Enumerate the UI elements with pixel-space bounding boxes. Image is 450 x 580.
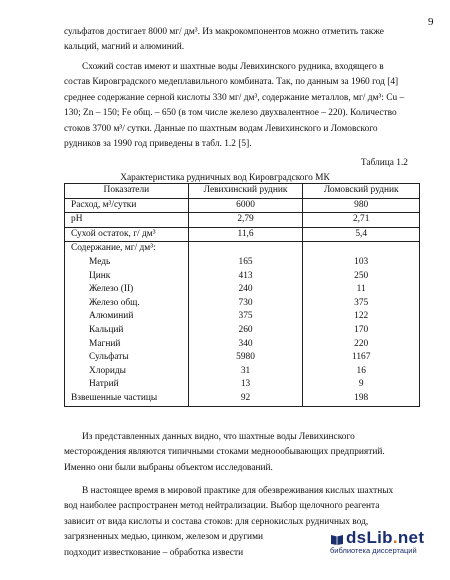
row-label: pH — [65, 213, 189, 228]
row-label: Алюминий — [65, 310, 189, 324]
row-label: Железо общ. — [65, 297, 189, 311]
row-label: Медь — [65, 256, 189, 270]
cell-value: 31 — [188, 365, 303, 379]
text-line: 130; Zn – 150; Fe общ. – 650 (в том числе железо двухвалентное – 220). Количество — [64, 108, 397, 119]
table-row — [65, 198, 420, 213]
row-label: Хлориды — [65, 365, 189, 379]
book-icon — [330, 533, 344, 545]
cell-value: 730 — [188, 297, 303, 311]
table-section-row — [65, 242, 420, 256]
watermark-logo — [330, 528, 445, 548]
table-label: Таблица 1.2 — [360, 158, 408, 168]
table-row — [65, 297, 420, 311]
text-line: подходит известкование – обработка извести — [64, 547, 244, 558]
text-line: состав Кировградского медеплавильного комбината. Так, по данным за 1960 год [4] — [64, 77, 399, 88]
cell-value: 413 — [188, 270, 303, 284]
table-row — [65, 213, 420, 228]
text-line: Именно они были выбраны объектом исследований. — [64, 462, 273, 473]
cell-value: 122 — [303, 310, 420, 324]
cell-value: 92 — [188, 392, 303, 406]
body-paragraph — [64, 60, 418, 152]
cell-value: 16 — [303, 365, 420, 379]
empty-cell — [303, 242, 420, 256]
logo-tld: net — [397, 528, 425, 547]
row-label: Сухой остаток, г/ дм³ — [65, 227, 189, 242]
text-line: вод наиболее распространен метод нейтрализации. Выбор щелочного реагента — [64, 501, 380, 512]
cell-value: 250 — [303, 270, 420, 284]
table-header-row — [65, 184, 420, 199]
table-row — [65, 283, 420, 297]
table-row — [65, 310, 420, 324]
text-line: рудников за 1990 год приведены в табл. 1.2 [5]. — [64, 139, 252, 150]
cell-value: 340 — [188, 338, 303, 352]
table-row — [65, 338, 420, 352]
text-line: среднее содержание серной кислоты 330 мг/ дм³, содержание металлов, мг/ дм³: Cu – — [64, 92, 405, 103]
row-label: Кальций — [65, 324, 189, 338]
cell-value: 980 — [303, 198, 420, 213]
cell-value: 2,79 — [188, 213, 303, 228]
cell-value: 11 — [303, 283, 420, 297]
text-line: сульфатов достигает 8000 мг/ дм³. Из макрокомпонентов можно отметить также — [64, 27, 384, 37]
text-line: месторождения являются типичными стоками медноообывающих предприятий. — [64, 447, 385, 458]
row-label: Расход, м³/сутки — [65, 198, 189, 213]
cell-value: 2,71 — [303, 213, 420, 228]
table-row — [65, 324, 420, 338]
cell-value: 11,6 — [188, 227, 303, 242]
cell-value: 240 — [188, 283, 303, 297]
column-header: Показатели — [65, 184, 189, 199]
text-line: зависит от вида кислоты и состава стоков: для сернокислых рудничных вод, — [64, 516, 369, 527]
cell-value: 5980 — [188, 351, 303, 365]
row-label: Магний — [65, 338, 189, 352]
table-row — [65, 270, 420, 284]
empty-cell — [188, 242, 303, 256]
cell-value: 170 — [303, 324, 420, 338]
row-label: Сульфаты — [65, 351, 189, 365]
cell-value: 198 — [303, 392, 420, 406]
table-row — [65, 378, 420, 392]
table-caption: Характеристика рудничных вод Кировградского МК — [120, 173, 330, 183]
cell-value: 103 — [303, 256, 420, 270]
row-label: Натрий — [65, 378, 189, 392]
section-header: Содержание, мг/ дм³: — [65, 242, 189, 256]
row-label: Цинк — [65, 270, 189, 284]
cell-value: 375 — [188, 310, 303, 324]
watermark-subtitle: библиотека диссертаций — [330, 546, 417, 555]
text-line: Из представленных данных видно, что шахтные воды Левихинского — [82, 432, 355, 442]
table-row — [65, 227, 420, 242]
cell-value: 375 — [303, 297, 420, 311]
page-number: 9 — [428, 16, 434, 28]
text-line: стоков 3700 м³/ сутки. Данные по шахтным водам Левихинского и Ломовского — [64, 123, 378, 134]
table-row — [65, 351, 420, 365]
conclusion-paragraph — [64, 430, 418, 476]
cell-value: 5,4 — [303, 227, 420, 242]
cell-value: 1167 — [303, 351, 420, 365]
dslib-watermark — [330, 528, 445, 572]
text-line: загрязненных медью, цинком, железом и другими — [64, 532, 264, 543]
cell-value: 13 — [188, 378, 303, 392]
cell-value: 260 — [188, 324, 303, 338]
table-row — [65, 256, 420, 270]
text-line: кальций, магний и алюминий. — [64, 42, 185, 53]
row-label: Железо (II) — [65, 283, 189, 297]
logo-dot: . — [392, 528, 398, 547]
intro-paragraph — [64, 25, 418, 56]
cell-value: 220 — [303, 338, 420, 352]
column-header: Ломовский рудник — [303, 184, 420, 199]
row-label: Взвешенные частицы — [65, 392, 189, 406]
text-line: В настоящее время в мировой практике для обезвреживания кислых шахтных — [82, 486, 394, 496]
text-line: Схожий состав имеют и шахтные воды Левихинского рудника, входящего в — [82, 62, 384, 72]
data-table — [64, 183, 420, 407]
cell-value: 9 — [303, 378, 420, 392]
table-row — [65, 365, 420, 379]
column-header: Левихинский рудник — [188, 184, 303, 199]
cell-value: 6000 — [188, 198, 303, 213]
logo-main: dsLib — [346, 528, 393, 547]
table-row — [65, 392, 420, 406]
cell-value: 165 — [188, 256, 303, 270]
